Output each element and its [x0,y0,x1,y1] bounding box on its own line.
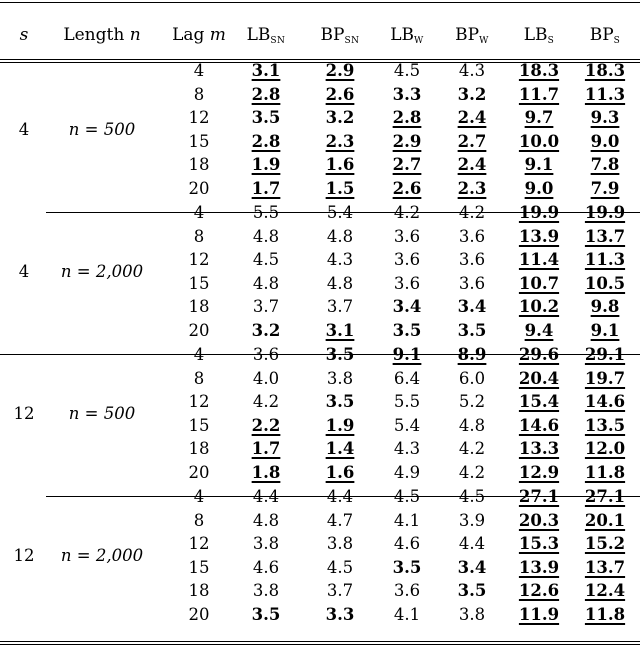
header-stat-base: LB [390,25,415,45]
value-cell: 12.9 [518,462,560,482]
lag-cell: 4 [193,203,205,222]
value-cell: 20.1 [584,510,626,530]
value-cell: 3.3 [392,84,422,104]
value-cell: 3.6 [393,226,421,246]
header-stat-sub: S [613,36,621,46]
value-cell: 7.9 [590,178,620,198]
header-stat-base: BP [455,25,480,45]
value-cell: 3.5 [325,392,355,411]
value-cell: 3.8 [252,581,280,600]
value-cell: 3.2 [251,320,281,340]
value-cell: 27.1 [584,487,626,506]
value-cell: 11.4 [518,250,560,269]
value-cell: 12.4 [584,581,626,600]
value-cell: 1.8 [251,462,281,482]
value-cell: 3.5 [251,108,281,127]
value-cell: 3.5 [392,320,422,340]
lag-cell: 18 [188,297,210,316]
value-cell: 3.8 [458,604,486,624]
value-cell: 10.2 [518,297,560,316]
header-s: s [19,25,29,45]
value-cell: 29.1 [584,345,626,364]
value-cell: 12.0 [584,439,626,458]
value-cell: 3.5 [457,320,487,340]
value-cell: 9.3 [590,108,620,127]
value-cell: 4.0 [252,368,280,388]
value-cell: 11.8 [584,604,626,624]
value-cell: 3.1 [325,320,355,340]
value-cell: 4.2 [458,203,486,222]
value-cell: 4.4 [458,534,486,553]
value-cell: 1.5 [325,178,355,198]
lag-cell: 8 [193,226,205,246]
value-cell: 3.7 [326,297,354,316]
value-cell: 3.1 [251,61,281,80]
header-length [63,25,140,45]
value-cell: 5.4 [393,415,421,435]
header-stat-sub: SN [344,36,360,46]
lag-cell: 20 [188,320,210,340]
value-cell: 4.8 [252,510,280,530]
header-stat-4 [524,25,554,51]
value-cell: 1.6 [325,462,355,482]
group-n: n = 2,000 [60,545,144,565]
value-cell: 3.8 [326,368,354,388]
value-cell: 29.6 [518,345,560,364]
value-cell: 3.5 [251,604,281,624]
lag-cell: 4 [193,345,205,364]
value-cell: 3.5 [392,557,422,577]
value-cell: 4.4 [252,487,280,506]
value-cell: 2.8 [392,108,422,127]
value-cell: 10.5 [584,273,626,293]
value-cell: 4.8 [458,415,486,435]
bottom-rule-1 [0,641,640,642]
value-cell: 3.6 [458,226,486,246]
value-cell: 3.2 [325,108,355,127]
lag-cell: 18 [188,439,210,458]
value-cell: 9.0 [590,131,620,151]
value-cell: 4.4 [326,487,354,506]
lag-cell: 12 [188,250,210,269]
value-cell: 9.1 [524,155,554,174]
value-cell: 3.8 [326,534,354,553]
lag-cell: 15 [188,557,210,577]
value-cell: 2.6 [392,178,422,198]
value-cell: 2.8 [251,84,281,104]
value-cell: 13.3 [518,439,560,458]
lag-cell: 12 [188,392,210,411]
value-cell: 2.9 [325,61,355,80]
value-cell: 3.6 [458,250,486,269]
value-cell: 13.9 [518,557,560,577]
value-cell: 4.3 [458,61,486,80]
value-cell: 4.5 [393,487,421,506]
value-cell: 1.7 [251,178,281,198]
header-rule-1 [0,59,640,60]
header-stat-1 [321,25,360,51]
value-cell: 2.3 [325,131,355,151]
value-cell: 3.6 [393,273,421,293]
value-cell: 3.2 [457,84,487,104]
header-stat-5 [590,25,621,51]
value-cell: 4.6 [252,557,280,577]
value-cell: 4.2 [458,439,486,458]
value-cell: 2.3 [457,178,487,198]
value-cell: 4.8 [252,226,280,246]
lag-cell: 8 [193,510,205,530]
value-cell: 3.4 [457,297,487,316]
value-cell: 5.2 [458,392,486,411]
lag-cell: 15 [188,415,210,435]
value-cell: 3.3 [325,604,355,624]
value-cell: 1.6 [325,155,355,174]
value-cell: 3.6 [252,345,280,364]
value-cell: 11.7 [518,84,560,104]
value-cell: 1.9 [251,155,281,174]
header-stat-base: LB [246,25,271,45]
value-cell: 4.8 [326,226,354,246]
value-cell: 3.9 [458,510,486,530]
value-cell: 2.9 [392,131,422,151]
group-s: 4 [18,119,30,139]
value-cell: 18.3 [518,61,560,80]
value-cell: 3.8 [252,534,280,553]
value-cell: 4.1 [393,604,421,624]
value-cell: 4.2 [252,392,280,411]
value-cell: 8.9 [457,345,487,364]
header-stat-2 [390,25,424,51]
value-cell: 4.8 [326,273,354,293]
value-cell: 6.0 [458,368,486,388]
value-cell: 27.1 [518,487,560,506]
value-cell: 10.7 [518,273,560,293]
value-cell: 18.3 [584,61,626,80]
group-s: 12 [13,545,35,565]
value-cell: 19.9 [518,203,560,222]
header-stat-sub: W [414,36,424,46]
value-cell: 3.5 [457,581,487,600]
value-cell: 3.6 [458,273,486,293]
value-cell: 19.7 [584,368,626,388]
value-cell: 19.9 [584,203,626,222]
header-stat-base: BP [320,25,345,45]
group-n: n = 2,000 [60,261,144,281]
lag-cell: 15 [188,131,210,151]
value-cell: 20.3 [518,510,560,530]
value-cell: 11.3 [584,250,626,269]
value-cell: 2.6 [325,84,355,104]
lag-cell: 8 [193,368,205,388]
value-cell: 3.4 [457,557,487,577]
value-cell: 6.4 [393,368,421,388]
value-cell: 4.9 [393,462,421,482]
value-cell: 9.8 [590,297,620,316]
value-cell: 13.7 [584,557,626,577]
header-lag-label: Lag [172,25,210,45]
value-cell: 3.4 [392,297,422,316]
lag-cell: 12 [188,534,210,553]
value-cell: 13.9 [518,226,560,246]
value-cell: 11.3 [584,84,626,104]
value-cell: 5.5 [393,392,421,411]
value-cell: 2.4 [457,108,487,127]
header-length-var: n [129,25,141,45]
header-stat-sub: SN [270,36,286,46]
value-cell: 4.3 [393,439,421,458]
header-stat-0 [247,25,286,51]
value-cell: 11.8 [584,462,626,482]
header-stat-sub: S [547,36,555,46]
value-cell: 4.2 [458,462,486,482]
value-cell: 3.6 [393,581,421,600]
value-cell: 2.4 [457,155,487,174]
header-lag [172,25,226,45]
lag-cell: 20 [188,604,210,624]
value-cell: 4.5 [458,487,486,506]
value-cell: 3.7 [326,581,354,600]
value-cell: 9.1 [590,320,620,340]
value-cell: 5.5 [252,203,280,222]
lag-cell: 18 [188,581,210,600]
lag-cell: 8 [193,84,205,104]
value-cell: 4.5 [393,61,421,80]
lag-cell: 4 [193,61,205,80]
group-s: 4 [18,261,30,281]
lag-cell: 20 [188,462,210,482]
value-cell: 3.6 [393,250,421,269]
value-cell: 9.7 [524,108,554,127]
value-cell: 4.8 [252,273,280,293]
value-cell: 2.7 [457,131,487,151]
value-cell: 9.1 [392,345,422,364]
value-cell: 14.6 [518,415,560,435]
value-cell: 4.5 [326,557,354,577]
value-cell: 9.0 [524,178,554,198]
value-cell: 1.4 [325,439,355,458]
value-cell: 4.6 [393,534,421,553]
value-cell: 4.5 [252,250,280,269]
value-cell: 15.2 [584,534,626,553]
top-rule [0,2,640,3]
header-stat-3 [455,25,489,51]
value-cell: 3.7 [252,297,280,316]
value-cell: 2.8 [251,131,281,151]
header-lag-var: m [209,25,226,45]
value-cell: 15.4 [518,392,560,411]
value-cell: 13.5 [584,415,626,435]
value-cell: 1.7 [251,439,281,458]
value-cell: 2.7 [392,155,422,174]
lag-cell: 20 [188,178,210,198]
header-stat-base: BP [589,25,614,45]
lag-cell: 15 [188,273,210,293]
value-cell: 12.6 [518,581,560,600]
lag-cell: 18 [188,155,210,174]
header-stat-sub: W [479,36,489,46]
value-cell: 11.9 [518,604,560,624]
value-cell: 4.1 [393,510,421,530]
group-n: n = 500 [68,119,136,139]
value-cell: 9.4 [524,320,554,340]
value-cell: 3.5 [325,345,355,364]
value-cell: 4.3 [326,250,354,269]
value-cell: 2.2 [251,415,281,435]
value-cell: 13.7 [584,226,626,246]
value-cell: 15.3 [518,534,560,553]
value-cell: 20.4 [518,368,560,388]
lag-cell: 12 [188,108,210,127]
value-cell: 14.6 [584,392,626,411]
value-cell: 4.7 [326,510,354,530]
lag-cell: 4 [193,487,205,506]
value-cell: 5.4 [326,203,354,222]
header-stat-base: LB [523,25,548,45]
value-cell: 4.2 [393,203,421,222]
header-length-label: Length [63,25,130,45]
value-cell: 7.8 [590,155,620,174]
value-cell: 10.0 [518,131,560,151]
value-cell: 1.9 [325,415,355,435]
group-s: 12 [13,403,35,423]
group-n: n = 500 [68,403,136,423]
